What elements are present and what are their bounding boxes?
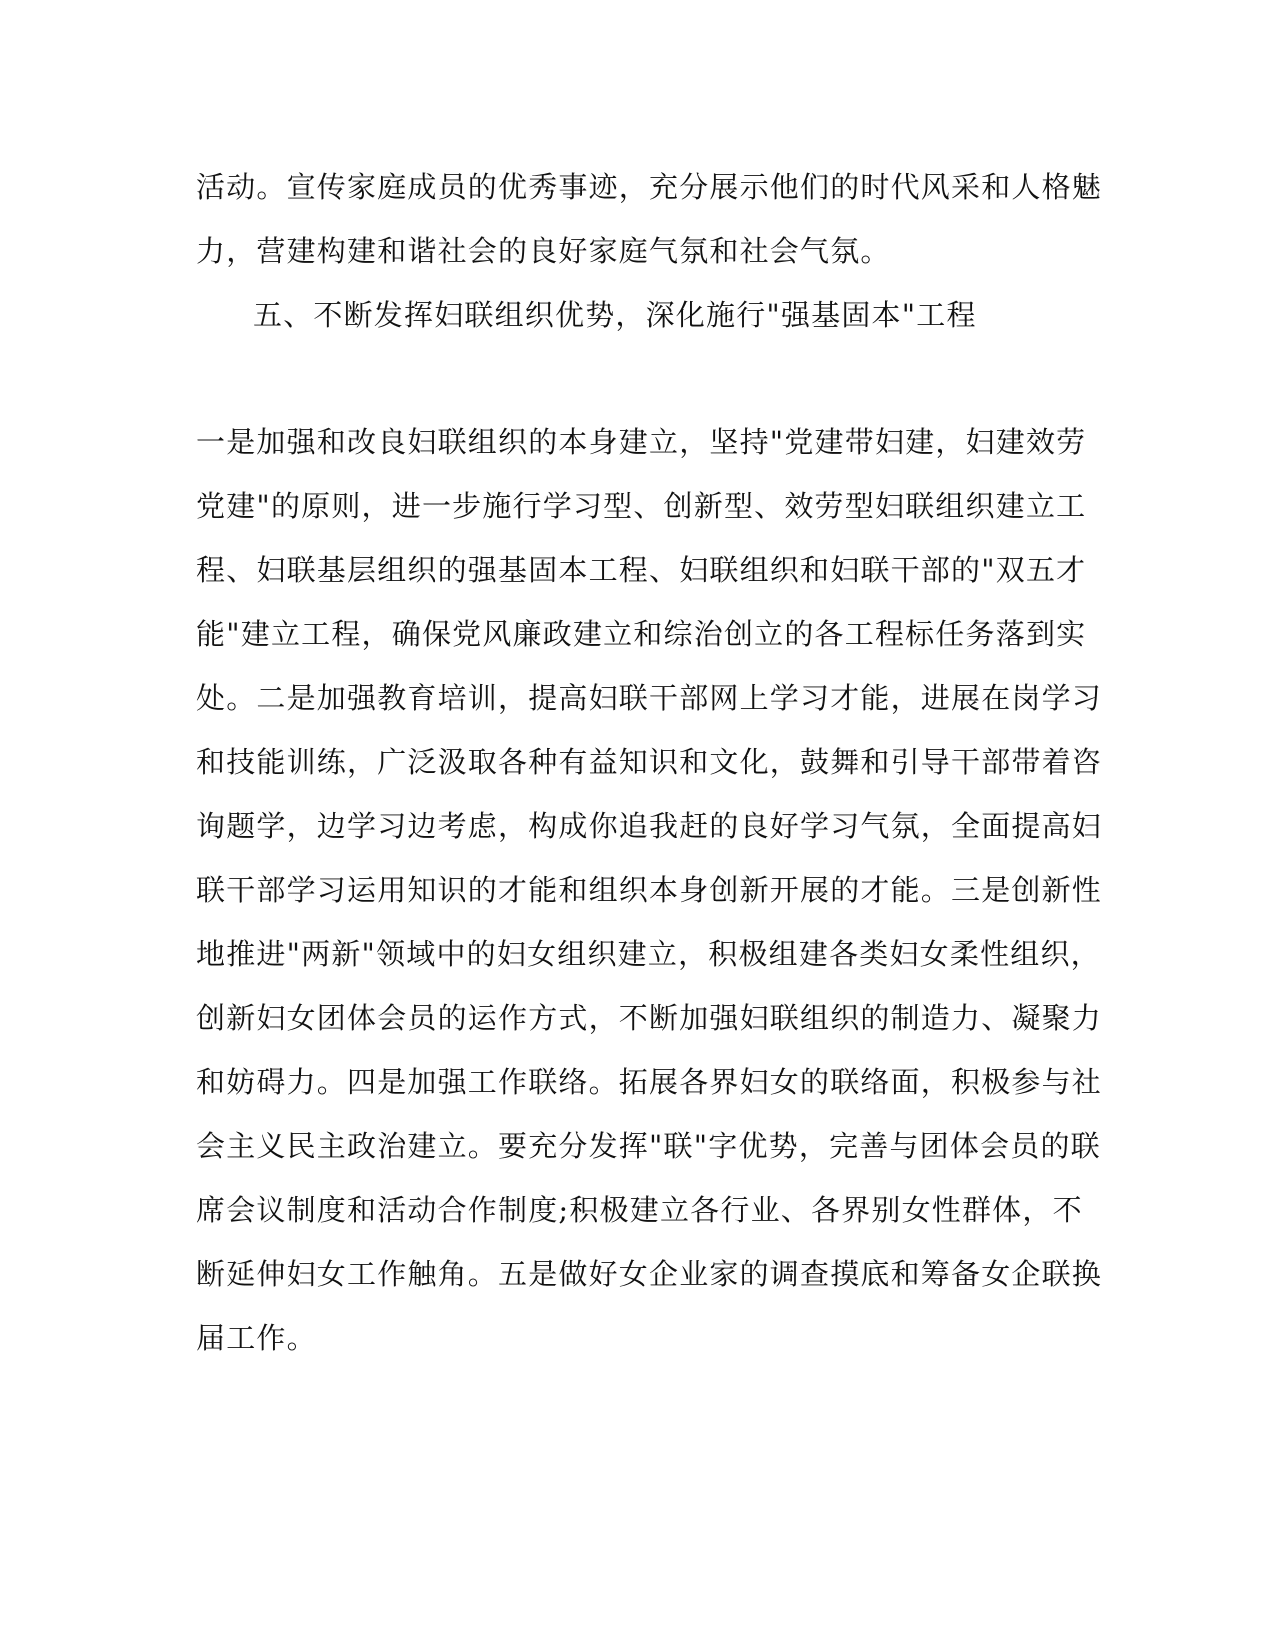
text-line: 断延伸妇女工作触角。五是做好女企业家的调查摸底和筹备女企联换: [196, 1257, 1103, 1291]
text-line: 程、妇联基层组织的强基固本工程、妇联组织和妇联干部的"双五才: [196, 553, 1087, 587]
text-line: 和妨碍力。四是加强工作联络。拓展各界妇女的联络面，积极参与社: [196, 1065, 1103, 1099]
text-line: 一是加强和改良妇联组织的本身建立，坚持"党建带妇建，妇建效劳: [196, 425, 1087, 459]
section-heading-text: 五、不断发挥妇联组织优势，深化施行"强基固本"工程: [253, 298, 977, 332]
text-line: 能"建立工程，确保党风廉政建立和综治创立的各工程标任务落到实: [196, 617, 1087, 651]
text-line: 和技能训练，广泛汲取各种有益知识和文化，鼓舞和引导干部带着咨: [196, 745, 1103, 779]
paragraph-body: [196, 410, 1103, 1370]
text-line: 联干部学习运用知识的才能和组织本身创新开展的才能。三是创新性: [196, 873, 1103, 907]
paragraph-continuation: [196, 155, 1103, 283]
text-line: 活动。宣传家庭成员的优秀事迹，充分展示他们的时代风采和人格魅: [196, 170, 1103, 204]
text-line: 会主义民主政治建立。要充分发挥"联"字优势，完善与团体会员的联: [196, 1129, 1101, 1163]
text-line: 创新妇女团体会员的运作方式，不断加强妇联组织的制造力、凝聚力: [196, 1001, 1103, 1035]
text-line: 处。二是加强教育培训，提高妇联干部网上学习才能，进展在岗学习: [196, 681, 1103, 715]
text-line: 力，营建构建和谐社会的良好家庭气氛和社会气氛。: [196, 234, 891, 268]
text-line: 地推进"两新"领域中的妇女组织建立，积极组建各类妇女柔性组织，: [196, 937, 1101, 971]
section-heading: [253, 283, 1133, 347]
text-line: 席会议制度和活动合作制度;积极建立各行业、各界别女性群体，不: [196, 1193, 1083, 1227]
text-line: 询题学，边学习边考虑，构成你追我赶的良好学习气氛，全面提高妇: [196, 809, 1103, 843]
text-line: 党建"的原则，进一步施行学习型、创新型、效劳型妇联组织建立工: [196, 489, 1087, 523]
text-line: 届工作。: [196, 1321, 317, 1355]
